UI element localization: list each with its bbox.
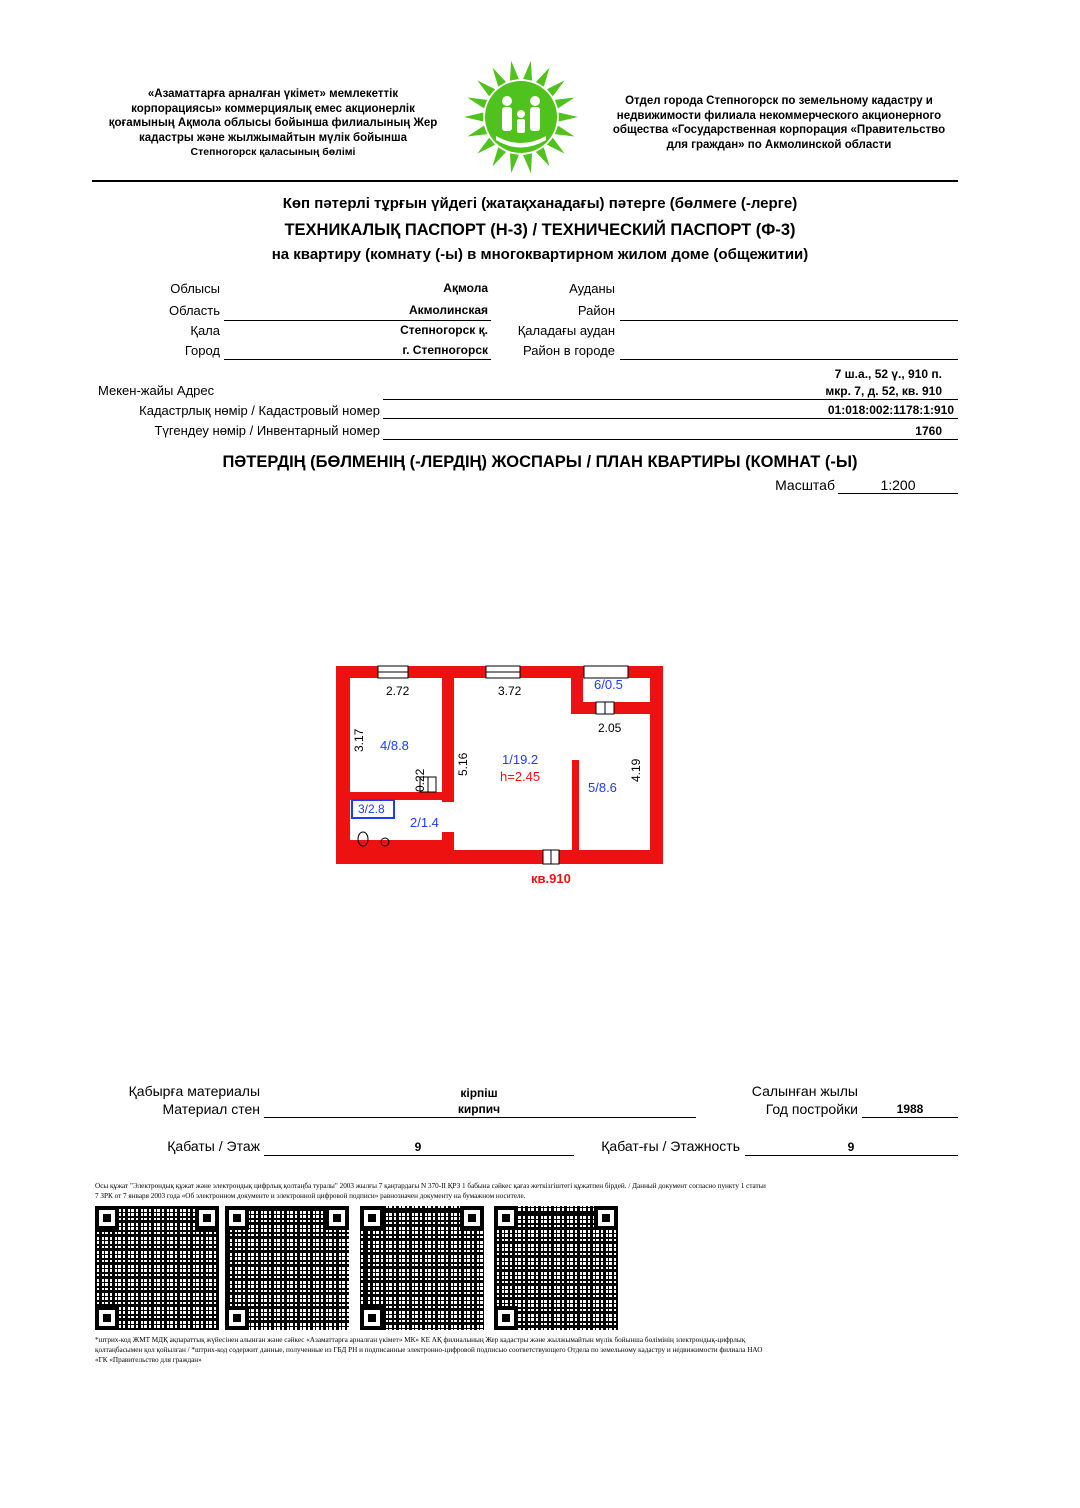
- sun-ray: [510, 153, 519, 173]
- wall-material-ru-label: Материал стен: [162, 1101, 260, 1117]
- built-ru-label: Год постройки: [765, 1101, 858, 1117]
- kala-label: Қала: [190, 323, 220, 338]
- sun-ray: [523, 61, 532, 81]
- gov-logo: [462, 58, 580, 176]
- qr-finder: [460, 1206, 484, 1230]
- qr-finder: [594, 1206, 618, 1230]
- barcode-note-line: «ГК «Правительство для граждан»: [95, 1356, 202, 1364]
- qr-finder: [325, 1206, 349, 1230]
- raion-label: Район: [577, 303, 615, 318]
- barcode-note-line: қолтаңбасымен қол қойылған / *штрих-код содержит данные, полученные из ГБД РН и подписанные электронно-цифровой подписью соответствующего Отдела по земельному кадастру и недвижимости филиала НАО: [95, 1346, 763, 1354]
- wall-bottom: [336, 850, 663, 864]
- sun-ray: [547, 138, 565, 154]
- built-value: 1988: [896, 1102, 924, 1116]
- qr-code: [225, 1206, 349, 1330]
- floors-value: 9: [847, 1140, 855, 1154]
- oblys-value: Ақмола: [443, 281, 488, 295]
- legal-note-line: Осы құжат "Электрондық құжат және электрондық цифрлық қолтаңба туралы" 2003 жылғы 7 қаңтардағы N 370-II ҚРЗ 1 бабына сәйкес қағаз жеткізгіштегі құжатпен бірдей. / Данный документ согласно пункту 1 статьи: [95, 1182, 766, 1190]
- qr-finder: [360, 1306, 384, 1330]
- wall-material-kz-value: кірпіш: [460, 1086, 498, 1100]
- sun-ray: [536, 68, 550, 87]
- qr-code: [360, 1206, 484, 1330]
- kala-audan-label: Қаладағы аудан: [517, 323, 615, 338]
- qr-finder: [494, 1306, 518, 1330]
- sun-ray: [464, 112, 483, 121]
- wall-interior: [442, 678, 454, 802]
- cadastral-value: 01:018:002:1178:1:910: [827, 403, 954, 417]
- sun-ray: [555, 98, 575, 109]
- floor-value: 9: [414, 1140, 422, 1154]
- org-kz-line: «Азаматтарға арналған үкімет» мемлекеттік: [147, 88, 399, 100]
- legal-note: [95, 1181, 965, 1201]
- gorod-label: Город: [184, 343, 220, 358]
- raion-gorod-label: Район в городе: [523, 343, 615, 358]
- qr-finder: [225, 1206, 249, 1230]
- room-label: 6/0.5: [594, 677, 623, 692]
- wall-material-kz-label: Қабырға материалы: [128, 1083, 260, 1099]
- oblast-label: Область: [168, 303, 220, 318]
- qr-finder: [360, 1206, 384, 1230]
- room-label: 3/2.8: [358, 802, 385, 816]
- room-labels: [358, 677, 623, 830]
- ceiling-height: h=2.45: [500, 769, 541, 784]
- address-kz: 7 ш.а., 52 ү., 910 п.: [834, 367, 942, 381]
- scale-label: Масштаб: [775, 477, 835, 493]
- sun-ray: [536, 147, 550, 166]
- inventory-value: 1760: [915, 424, 942, 438]
- qr-finder: [225, 1306, 249, 1330]
- sun-ray: [477, 80, 495, 96]
- scale-underline: [838, 493, 958, 494]
- wall-interior: [442, 832, 454, 850]
- org-name-ru: [594, 94, 964, 152]
- org-ru-line: общества «Государственная корпорация «Правительство: [612, 124, 946, 136]
- qr-finder: [95, 1306, 119, 1330]
- apartment-label: кв.910: [531, 871, 571, 886]
- plan-title: ПӘТЕРДІҢ (БӨЛМЕНІҢ (-ЛЕРДІҢ) ЖОСПАРЫ / ПЛАН КВАРТИРЫ (КОМНАТ (-Ы): [222, 453, 858, 471]
- gorod-underline: [224, 359, 491, 360]
- room-label: 5/8.6: [588, 780, 617, 795]
- wall-material-ru-value: кирпич: [457, 1102, 501, 1116]
- address-ru: мкр. 7, д. 52, кв. 910: [825, 384, 942, 398]
- sun-ray: [523, 153, 532, 173]
- qr-finder: [95, 1206, 119, 1230]
- org-kz-line: корпорациясы» коммерциялық емес акционерлік: [131, 102, 415, 115]
- org-kz-line: кадастры және жылжымайтын мүлік бойынша: [139, 131, 407, 144]
- room-label: 2/1.4: [410, 815, 439, 830]
- wall-interior: [350, 792, 442, 800]
- oblast-underline: [224, 320, 491, 321]
- dim-label: 0.22: [413, 768, 427, 792]
- legal-note-line: 7 ЗРК от 7 января 2003 года «Об электронном документе и электронной цифровой подписи» равнозначен документу на бумажном носителе.: [95, 1192, 526, 1200]
- header-divider: [92, 180, 958, 182]
- title-kz: Көп пәтерлі тұрғын үйдегі (жатақханадағы) пәтерге (бөлмеге (-лерге): [282, 195, 798, 212]
- wall-left: [336, 666, 350, 864]
- org-kz-line: Степногорск қаласының бөлімі: [190, 146, 356, 158]
- floor-underline: [264, 1155, 574, 1156]
- org-ru-line: Отдел города Степногорск по земельному кадастру и: [625, 95, 933, 107]
- dim-label: 2.72: [386, 684, 410, 698]
- wall-interior: [572, 760, 579, 850]
- cadastral-underline: [383, 418, 958, 419]
- sun-ray: [547, 80, 565, 96]
- dim-label: 5.16: [456, 752, 470, 776]
- built-kz-label: Салынған жылы: [751, 1083, 858, 1099]
- floor-label: Қабаты / Этаж: [167, 1138, 260, 1154]
- floors-underline: [745, 1155, 958, 1156]
- audany-label: Ауданы: [569, 281, 615, 296]
- oblys-label: Облысы: [170, 281, 220, 296]
- qr-finder: [494, 1206, 518, 1230]
- qr-code: [95, 1206, 219, 1330]
- raion-underline: [620, 320, 958, 321]
- kala-value: Степногорск қ.: [400, 323, 488, 337]
- room-label: 1/19.2: [502, 752, 539, 767]
- inventory-underline: [383, 439, 958, 440]
- sun-ray: [559, 112, 578, 121]
- wall-material-underline: [264, 1117, 696, 1118]
- sun-ray: [477, 138, 495, 154]
- barcode-note: [95, 1335, 965, 1365]
- address-label: Мекен-жайы Адрес: [98, 383, 215, 398]
- org-name-kz: [88, 87, 458, 160]
- floor-plan: [330, 660, 670, 890]
- dim-label: 4.19: [629, 758, 643, 782]
- wall-right: [650, 666, 663, 864]
- sun-ray: [467, 98, 487, 109]
- sun-ray: [493, 147, 507, 166]
- dim-label: 3.17: [352, 728, 366, 752]
- barcode-note-line: *штрих-код ЖМТ МДҚ ақпараттық жүйесінен алынған және сәйкес «Азаматтарға арналған үкімет» МК» КЕ АҚ филиалының Жер кадастры және жылжымайтын мүлік бойынша бөлімінің электрондық-цифрлық: [95, 1336, 746, 1344]
- org-ru-line: для граждан» по Акмолинской области: [666, 138, 892, 151]
- scale-value: 1:200: [880, 477, 916, 493]
- raion-gorod-underline: [620, 359, 958, 360]
- sun-ray: [510, 61, 519, 81]
- org-kz-line: қоғамының Ақмола облысы бойынша филиалының Жер: [108, 117, 438, 129]
- room-label: 4/8.8: [380, 738, 409, 753]
- title-ru: на квартиру (комнату (-ы) в многоквартирном жилом доме (общежитии): [271, 246, 809, 263]
- address-underline: [383, 399, 958, 400]
- title-passport: ТЕХНИКАЛЫҚ ПАСПОРТ (Н-3) / ТЕХНИЧЕСКИЙ ПАСПОРТ (Ф-3): [284, 221, 796, 239]
- sun-ray: [493, 68, 507, 87]
- built-underline: [862, 1117, 958, 1118]
- sun-ray: [555, 126, 575, 137]
- qr-code: [494, 1206, 618, 1330]
- floors-label: Қабат-ғы / Этажность: [601, 1138, 740, 1154]
- qr-finder: [195, 1206, 219, 1230]
- dim-label: 2.05: [598, 721, 622, 735]
- cadastral-label: Кадастрлық нөмір / Кадастровый номер: [139, 403, 380, 418]
- oblast-value: Акмолинская: [408, 303, 488, 317]
- org-ru-line: недвижимости филиала некоммерческого акционерного: [616, 109, 942, 122]
- gorod-value: г. Степногорск: [402, 343, 488, 357]
- dim-label: 3.72: [498, 684, 522, 698]
- sun-ray: [467, 126, 487, 137]
- inventory-label: Түгендеу нөмір / Инвентарный номер: [154, 423, 380, 438]
